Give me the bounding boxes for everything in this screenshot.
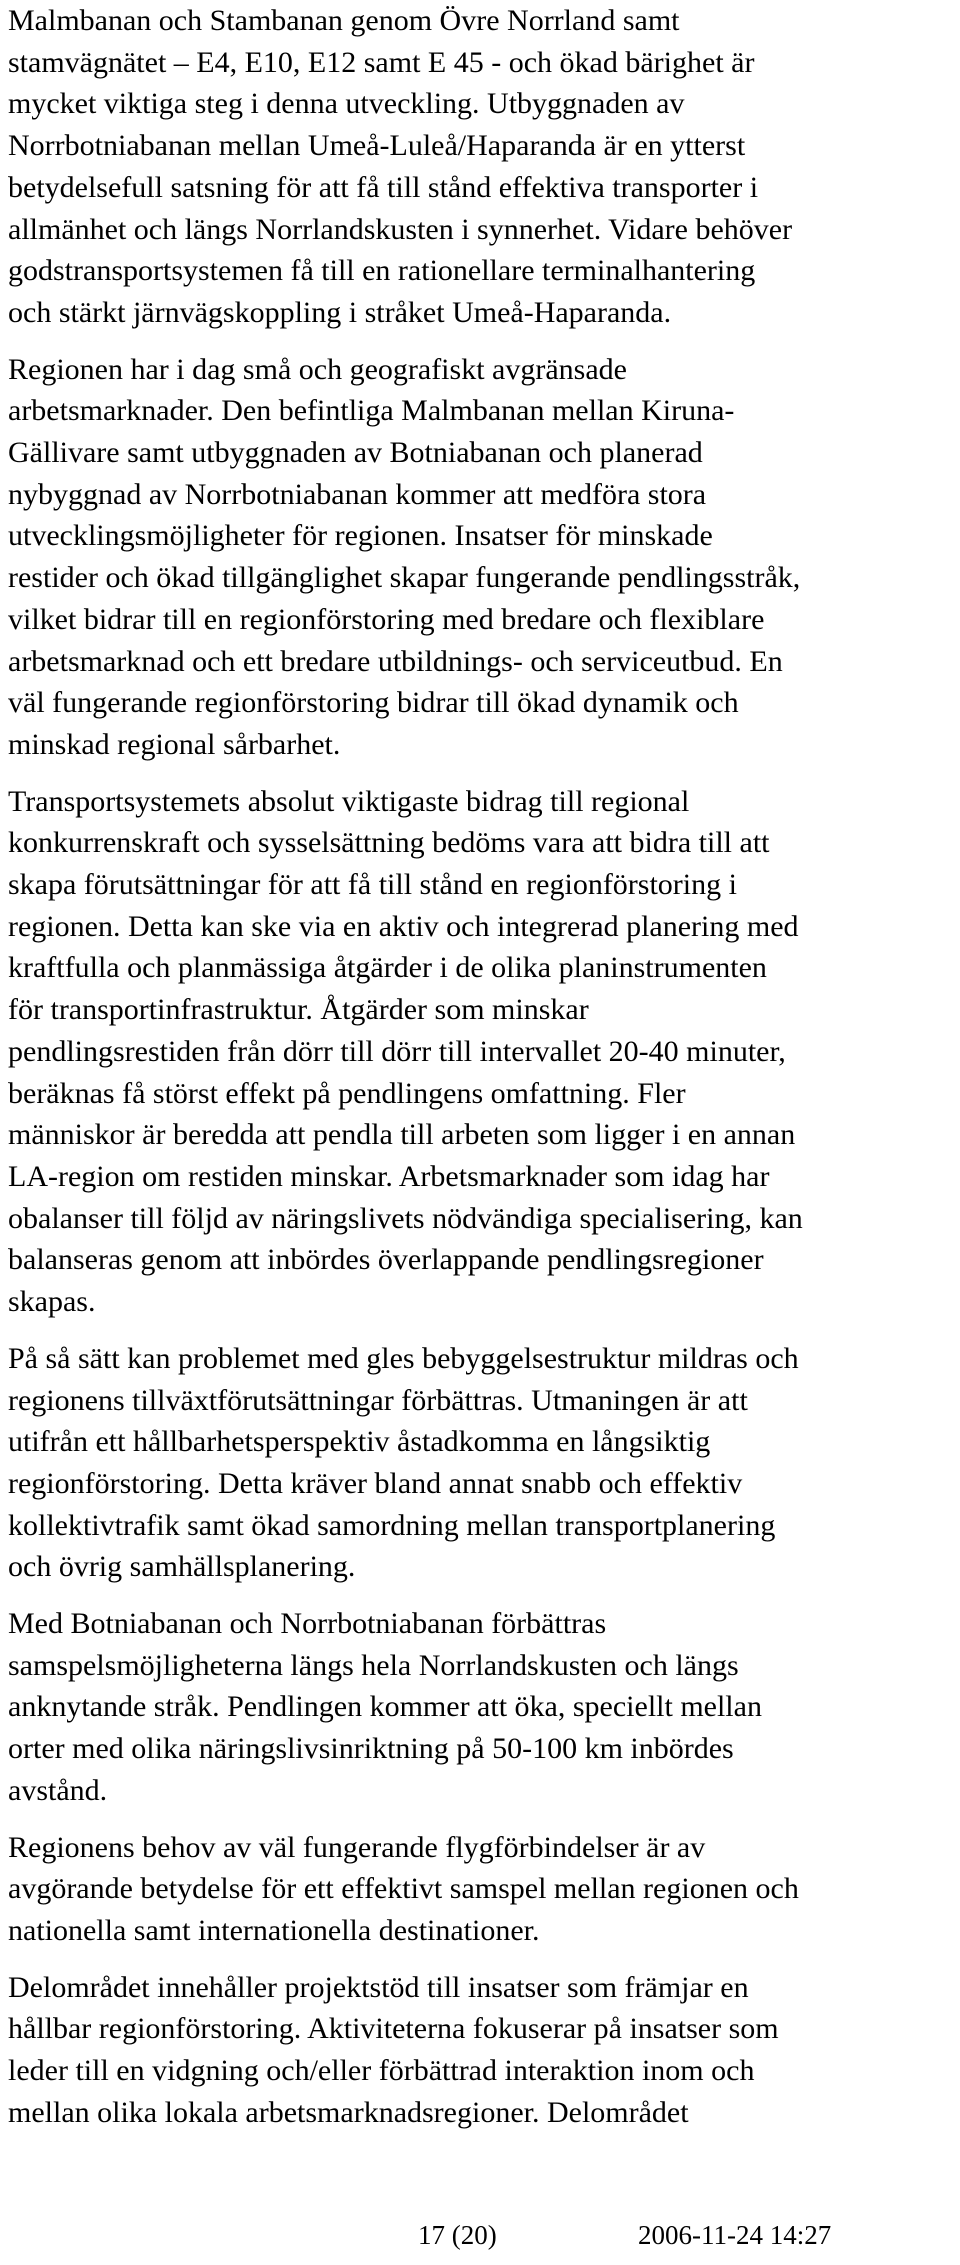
text-line: Malmbanan och Stambanan genom Övre Norrland samt (8, 4, 680, 37)
text-line: Gällivare samt utbyggnaden av Botniabanan och planerad (8, 436, 703, 470)
text-line: skapa förutsättningar för att få till stånd en regionförstoring i (8, 868, 737, 902)
text-line: samspelsmöjligheterna längs hela Norrlandskusten och längs (8, 1648, 739, 1682)
paragraph-gap (8, 334, 953, 349)
text-line: regionens tillväxtförutsättningar förbättras. Utmaningen är att (8, 1383, 748, 1417)
text-line: godstransportsystemen få till en rationellare terminalhantering (8, 254, 756, 288)
text-line: utifrån ett hållbarhetsperspektiv åstadkomma en långsiktig (8, 1425, 711, 1459)
paragraph-flight-connections (8, 1827, 953, 1952)
text-line: betydelsefull satsning för att få till stånd effektiva transporter i (8, 170, 759, 204)
text-line: Regionens behov av väl fungerande flygförbindelser är av (8, 1830, 706, 1864)
text-line: nationella samt internationella destinationer. (8, 1913, 540, 1947)
paragraph-gap (8, 1952, 953, 1967)
page-number: 17 (20) (418, 2220, 497, 2250)
paragraph-subarea-project-support (8, 1967, 953, 2134)
text-line: mycket viktiga steg i denna utveckling. Utbyggnaden av (8, 87, 685, 121)
text-line: obalanser till följd av näringslivets nödvändiga specialisering, kan (8, 1201, 803, 1235)
paragraph-gap (8, 1323, 953, 1338)
text-line: skapas. (8, 1285, 96, 1319)
text-line: för transportinfrastruktur. Åtgärder som minskar (8, 993, 589, 1027)
text-line: avgörande betydelse för ett effektivt samspel mellan regionen och (8, 1872, 799, 1906)
paragraph-gap (8, 1812, 953, 1827)
text-line: Regionen har i dag små och geografiskt avgränsade (8, 352, 627, 386)
document-body (8, 0, 953, 2133)
paragraph-botniabanan (8, 1603, 953, 1812)
text-line: kollektivtrafik samt ökad samordning mellan transportplanering (8, 1508, 776, 1542)
text-line: orter med olika näringslivsinriktning på 50-100 km inbördes (8, 1732, 734, 1766)
text-line: och övrig samhällsplanering. (8, 1550, 356, 1584)
text-line: nybyggnad av Norrbotniabanan kommer att medföra stora (8, 477, 707, 511)
text-line: allmänhet och längs Norrlandskusten i synnerhet. Vidare behöver (8, 212, 793, 246)
text-line: leder till en vidgning och/eller förbättrad interaktion inom och (8, 2054, 755, 2088)
paragraph-gap (8, 766, 953, 781)
page-footer (0, 2220, 960, 2265)
text-line: vilket bidrar till en regionförstoring med bredare och flexiblare (8, 602, 765, 636)
text-line: och stärkt järnvägskoppling i stråket Umeå-Haparanda. (8, 295, 672, 329)
text-line: arbetsmarknad och ett bredare utbildnings- och serviceutbud. En (8, 644, 783, 678)
text-line: Transportsystemets absolut viktigaste bidrag till regional (8, 784, 690, 818)
paragraph-transport-system-contribution (8, 781, 953, 1323)
text-line: regionförstoring. Detta kräver bland annat snabb och effektiv (8, 1466, 743, 1500)
text-line: anknytande stråk. Pendlingen kommer att öka, speciellt mellan (8, 1690, 762, 1724)
text-line: utvecklingsmöjligheter för regionen. Insatser för minskade (8, 519, 713, 553)
paragraph-transport-infrastructure (8, 0, 953, 334)
text-line: Med Botniabanan och Norrbotniabanan förbättras (8, 1607, 607, 1641)
paragraph-gap (8, 1588, 953, 1603)
text-line: Norrbotniabanan mellan Umeå-Luleå/Haparanda är en ytterst (8, 129, 746, 163)
text-line: Delområdet innehåller projektstöd till insatser som främjar en (8, 1970, 749, 2004)
text-line: På så sätt kan problemet med gles bebyggelsestruktur mildras och (8, 1341, 799, 1375)
paragraph-sparse-settlement (8, 1338, 953, 1588)
text-line: pendlingsrestiden från dörr till dörr till intervallet 20-40 minuter, (8, 1034, 786, 1068)
text-line: minskad regional sårbarhet. (8, 727, 341, 761)
text-line: kraftfulla och planmässiga åtgärder i de olika planinstrumenten (8, 951, 767, 985)
text-line: mellan olika lokala arbetsmarknadsregioner. Delområdet (8, 2095, 689, 2129)
text-line: avstånd. (8, 1773, 108, 1807)
text-line: människor är beredda att pendla till arbeten som ligger i en annan (8, 1118, 796, 1152)
text-line: regionen. Detta kan ske via en aktiv och integrerad planering med (8, 909, 799, 943)
text-line: konkurrenskraft och sysselsättning bedöms vara att bidra till att (8, 826, 770, 860)
text-line: balanseras genom att inbördes överlappande pendlingsregioner (8, 1243, 764, 1277)
paragraph-regional-labour-markets (8, 349, 953, 766)
text-line: väl fungerande regionförstoring bidrar till ökad dynamik och (8, 686, 739, 720)
document-timestamp: 2006-11-24 14:27 (638, 2220, 832, 2250)
text-line: LA-region om restiden minskar. Arbetsmarknader som idag har (8, 1159, 770, 1193)
text-line: beräknas få störst effekt på pendlingens omfattning. Fler (8, 1076, 686, 1110)
text-line: hållbar regionförstoring. Aktiviteterna fokuserar på insatser som (8, 2012, 779, 2046)
text-line: stamvägnätet – E4, E10, E12 samt E 45 - och ökad bärighet är (8, 45, 755, 79)
text-line: arbetsmarknader. Den befintliga Malmbanan mellan Kiruna- (8, 394, 735, 428)
text-line: restider och ökad tillgänglighet skapar fungerande pendlingsstråk, (8, 561, 801, 595)
